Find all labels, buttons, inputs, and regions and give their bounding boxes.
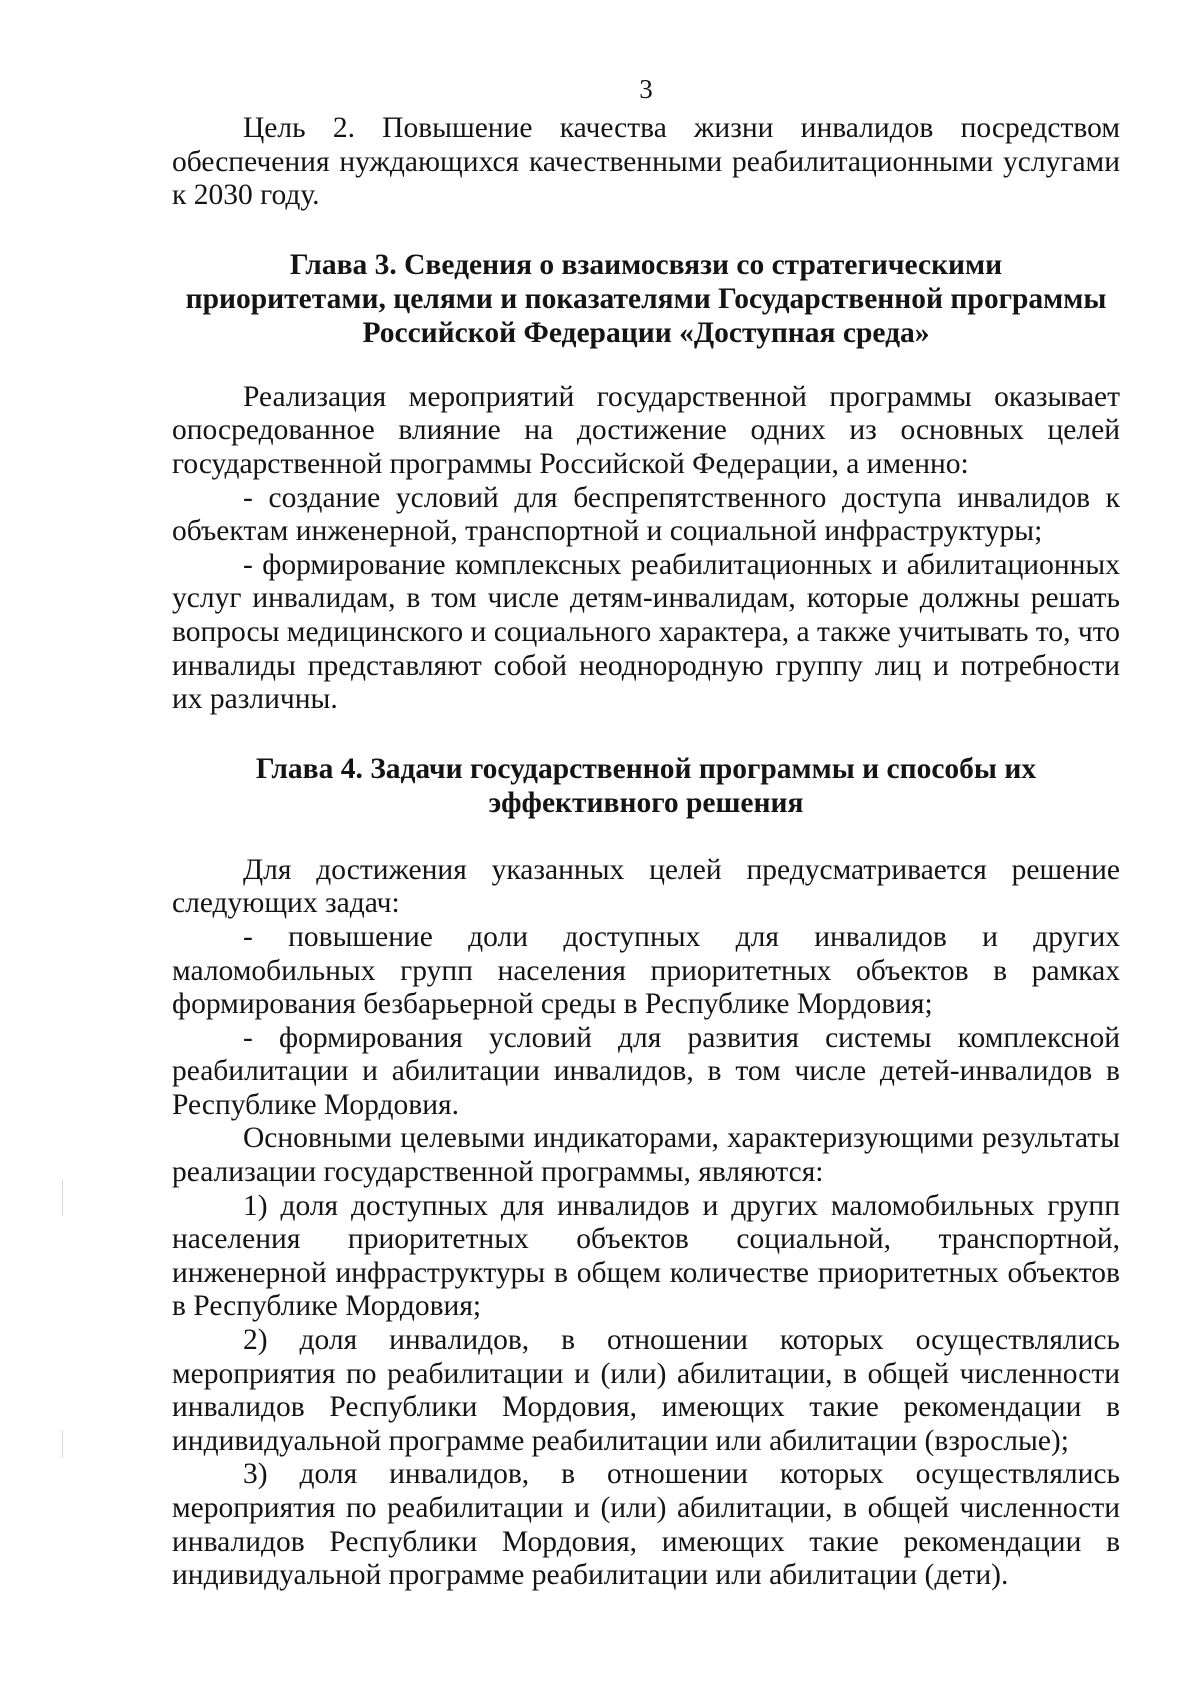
heading-line: Глава 3. Сведения о взаимосвязи со стратегическими [289, 248, 1003, 281]
document-page [172, 72, 1120, 1593]
chapter-4-list-item: - формирования условий для развития системы комплексной реабилитации и абилитации инвалидов, в том числе детей-инвалидов в Республике Мордовия. [172, 1021, 1120, 1121]
goal-2-paragraph: Цель 2. Повышение качества жизни инвалидов посредством обеспечения нуждающихся качественными реабилитационными услугами к 2030 году. [172, 112, 1120, 212]
scan-edge-mark [62, 1430, 63, 1458]
scan-edge-mark [62, 1180, 63, 1216]
page-number: 3 [639, 74, 653, 104]
heading-line: Российской Федерации «Доступная среда» [362, 316, 930, 349]
chapter-3-list-item: - создание условий для беспрепятственного доступа инвалидов к объектам инженерной, транспортной и социальной инфраструктуры; [172, 481, 1120, 548]
chapter-3-list-item: - формирование комплексных реабилитационных и абилитационных услуг инвалидам, в том числе детям-инвалидам, которые должны решать вопросы медицинского и социального характера, а также учитывать то, что инвалиды представляют собой неоднородную группу лиц и потребности их различны. [172, 548, 1120, 716]
chapter-4-paragraph: Основными целевыми индикаторами, характеризующими результаты реализации государственной программы, являются: [172, 1122, 1120, 1189]
chapter-4-heading [172, 752, 1120, 820]
chapter-4-list-item: - повышение доли доступных для инвалидов и других маломобильных групп населения приоритетных объектов в рамках формирования безбарьерной среды в Республике Мордовия; [172, 920, 1120, 1021]
heading-line: эффективного решения [488, 786, 804, 819]
chapter-3-paragraph: Реализация мероприятий государственной программы оказывает опосредованное влияние на достижение одних из основных целей государственной программы Российской Федерации, а именно: [172, 380, 1120, 480]
indicator-item: 2) доля инвалидов, в отношении которых осуществлялись мероприятия по реабилитации и (или) абилитации, в общей численности инвалидов Республики Мордовия, имеющих такие рекомендации в индивидуальной программе реабилитации или абилитации (взрослые); [172, 1324, 1120, 1457]
chapter-4-paragraph: Для достижения указанных целей предусматривается решение следующих задач: [172, 853, 1120, 920]
chapter-3-heading [172, 248, 1120, 350]
heading-line: Глава 4. Задачи государственной программы и способы их [255, 752, 1037, 785]
heading-line: приоритетами, целями и показателями Государственной программы [185, 282, 1107, 315]
indicator-item: 1) доля доступных для инвалидов и других маломобильных групп населения приоритетных объектов социальной, транспортной, инженерной инфраструктуры в общем количестве приоритетных объектов в Республике Мордовия; [172, 1189, 1120, 1323]
indicator-item: 3) доля инвалидов, в отношении которых осуществлялись мероприятия по реабилитации и (или) абилитации, в общей численности инвалидов Республики Мордовия, имеющих такие рекомендации в индивидуальной программе реабилитации или абилитации (дети). [172, 1458, 1120, 1592]
